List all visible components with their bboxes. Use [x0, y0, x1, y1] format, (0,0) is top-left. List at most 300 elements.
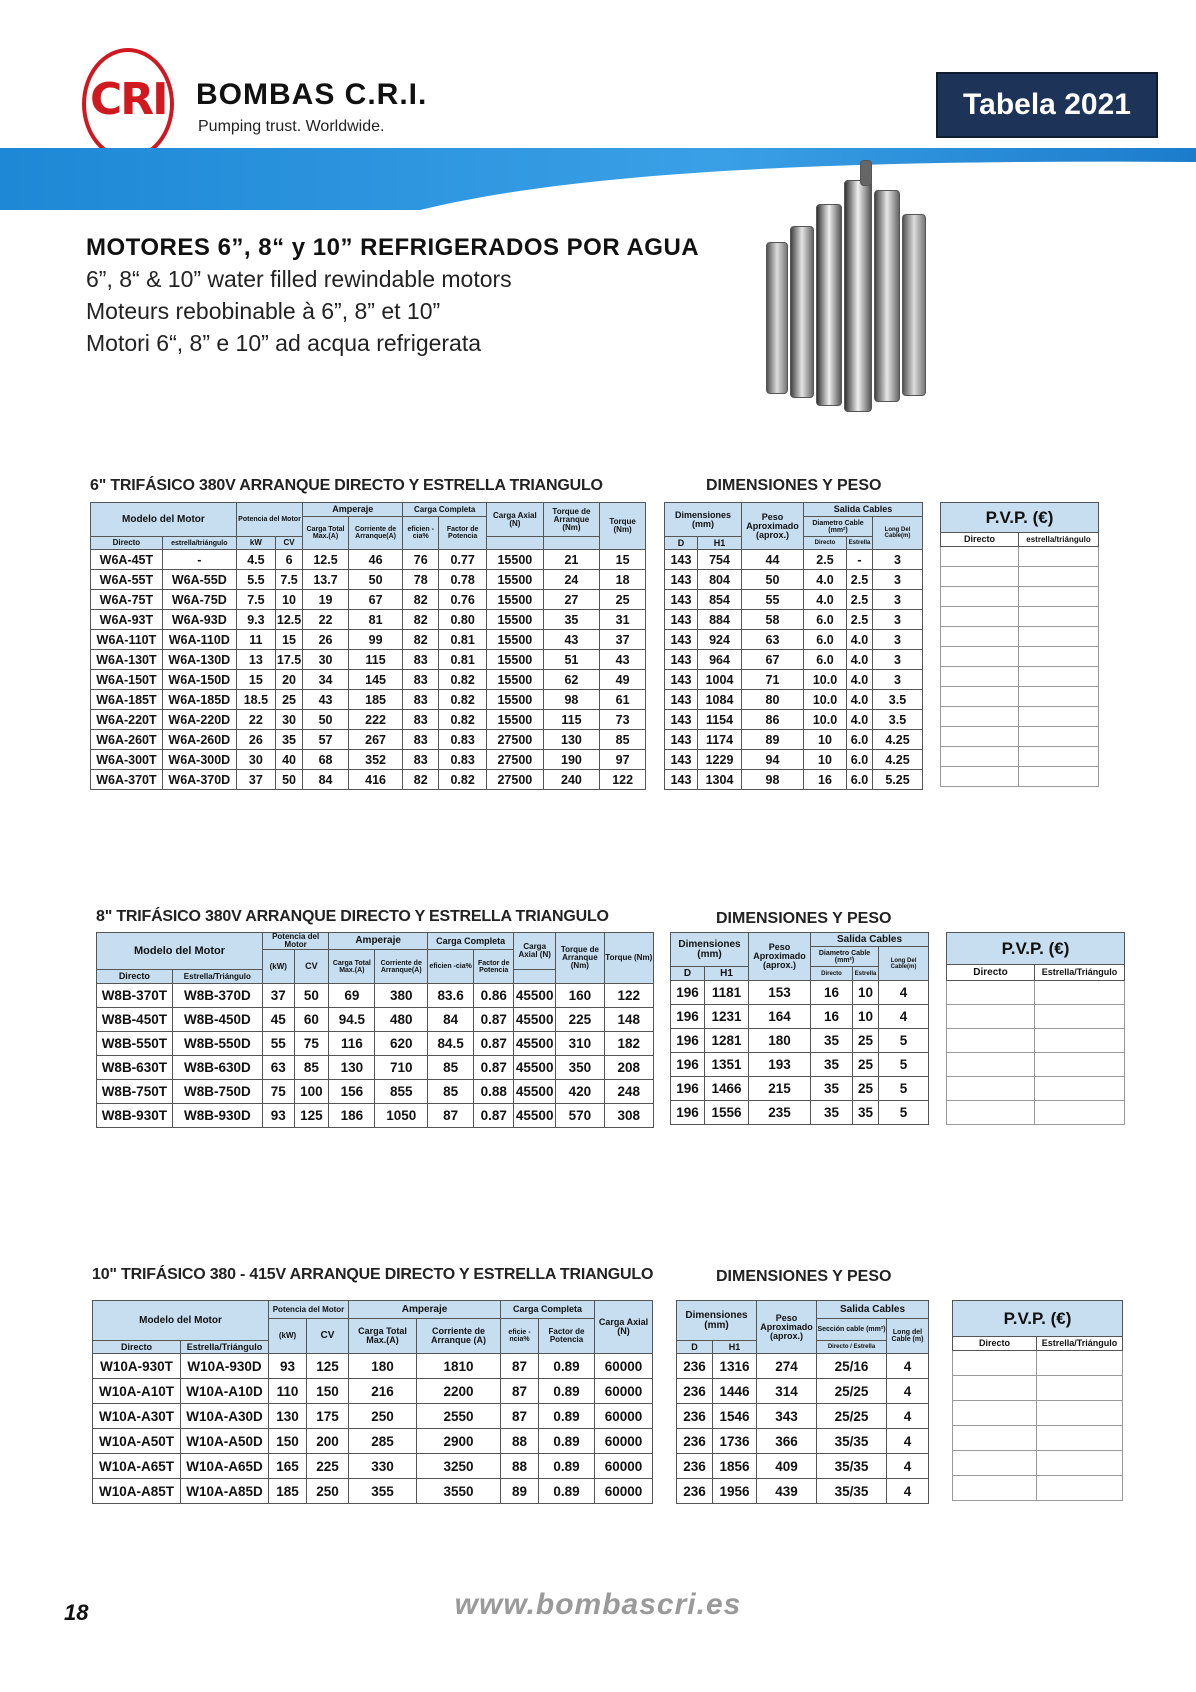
table-cell: 1231	[705, 1005, 749, 1029]
table-cell: 85	[294, 1056, 329, 1080]
table-cell: 88	[501, 1454, 539, 1479]
col-torque-arranque-8: Torque de Arranque (Nm)	[556, 933, 604, 984]
price-cell[interactable]	[947, 1101, 1035, 1125]
table-cell: 26	[303, 630, 349, 650]
pvp-6-row	[941, 707, 1099, 727]
table-cell: 350	[556, 1056, 604, 1080]
col-potencia-8: Potencia del Motor	[263, 933, 329, 950]
table-cell: 0.89	[539, 1404, 595, 1429]
table-cell: 0.83	[439, 730, 487, 750]
dim8-col-h1: H1	[705, 967, 749, 981]
table-cell: W6A-370D	[162, 770, 236, 790]
table-cell: 5.5	[236, 570, 275, 590]
dim10-col-salida: Salida Cables	[817, 1301, 929, 1319]
table-10-dims-row	[677, 1454, 929, 1479]
pvp-10-row	[953, 1451, 1123, 1476]
table-cell: 4.5	[236, 550, 275, 570]
price-cell[interactable]	[941, 567, 1019, 587]
table-cell: 208	[604, 1056, 653, 1080]
price-cell[interactable]	[941, 607, 1019, 627]
table-cell: 10.0	[804, 710, 847, 730]
price-cell[interactable]	[941, 687, 1019, 707]
col-amperaje-8: Amperaje	[329, 933, 428, 950]
table-cell: 225	[307, 1454, 349, 1479]
table-cell: W8B-370T	[97, 984, 173, 1008]
price-cell[interactable]	[953, 1401, 1037, 1426]
table-cell: 35	[853, 1101, 879, 1125]
table-cell: W10A-A30T	[93, 1404, 181, 1429]
table-cell: 355	[349, 1479, 417, 1504]
price-cell[interactable]	[1035, 1005, 1125, 1029]
table-cell: 63	[742, 630, 804, 650]
table-cell: 27500	[487, 750, 544, 770]
table-cell: W6A-130T	[91, 650, 163, 670]
table-cell: W8B-450T	[97, 1008, 173, 1032]
price-cell[interactable]	[947, 1053, 1035, 1077]
table-10-dims-row	[677, 1354, 929, 1379]
price-cell[interactable]	[1019, 727, 1099, 747]
table-cell: 25/25	[817, 1404, 887, 1429]
table-cell: 50	[348, 570, 402, 590]
price-cell[interactable]	[941, 667, 1019, 687]
table-cell: 190	[543, 750, 600, 770]
table-cell: 250	[307, 1479, 349, 1504]
table-cell: 10	[853, 1005, 879, 1029]
price-cell[interactable]	[1019, 687, 1099, 707]
table-cell: 60000	[595, 1379, 653, 1404]
table-cell: 366	[757, 1429, 817, 1454]
table-cell: 46	[348, 550, 402, 570]
price-cell[interactable]	[947, 981, 1035, 1005]
table-cell: 1181	[705, 981, 749, 1005]
table-cell: 84.5	[428, 1032, 474, 1056]
table-cell: 27500	[487, 730, 544, 750]
table-cell: 143	[665, 590, 698, 610]
table-6-dims-row	[665, 750, 923, 770]
table-cell: 116	[329, 1032, 375, 1056]
table-cell: 35	[811, 1053, 853, 1077]
table-cell: 0.89	[539, 1354, 595, 1379]
table-cell: 1281	[705, 1029, 749, 1053]
table-cell: 87	[501, 1404, 539, 1429]
price-cell[interactable]	[1035, 1053, 1125, 1077]
col-cv: CV	[275, 537, 302, 550]
table-cell: 83	[403, 690, 439, 710]
table-cell: 82	[403, 770, 439, 790]
table-cell: 15500	[487, 650, 544, 670]
table-cell: 143	[665, 710, 698, 730]
table-cell: 15500	[487, 610, 544, 630]
table-cell: 884	[698, 610, 742, 630]
dim-col-salida: Salida Cables	[804, 503, 923, 517]
table-cell: 130	[329, 1056, 375, 1080]
pvp-6-row	[941, 627, 1099, 647]
price-cell[interactable]	[1019, 707, 1099, 727]
table-cell: W8B-630D	[172, 1056, 262, 1080]
table-cell: 21	[543, 550, 600, 570]
table-cell: 60000	[595, 1404, 653, 1429]
table-6-dims-row	[665, 630, 923, 650]
table-cell: 196	[671, 981, 705, 1005]
page-number: 18	[64, 1600, 89, 1625]
table-cell: 5	[879, 1053, 929, 1077]
table-cell: 180	[749, 1029, 811, 1053]
table-cell: 143	[665, 770, 698, 790]
pvp-10-row	[953, 1426, 1123, 1451]
table-cell: 0.82	[439, 670, 487, 690]
table-cell: 6.0	[804, 650, 847, 670]
table-cell: 61	[600, 690, 646, 710]
dim10-col-long: Long del Cable (m)	[887, 1319, 929, 1354]
table-cell: 13	[236, 650, 275, 670]
table-cell: 185	[269, 1479, 307, 1504]
table-cell: 22	[303, 610, 349, 630]
price-cell[interactable]	[1035, 981, 1125, 1005]
price-cell[interactable]	[1019, 547, 1099, 567]
table-cell: 5	[879, 1077, 929, 1101]
table-6-row	[91, 770, 646, 790]
table-cell: 2.5	[847, 590, 873, 610]
table-cell: 110	[269, 1379, 307, 1404]
pvp-6-row	[941, 547, 1099, 567]
dim8-col-directo: Directo	[811, 967, 853, 981]
pvp-10-row	[953, 1376, 1123, 1401]
table-cell: 3	[873, 550, 923, 570]
tabela-badge: Tabela 2021	[936, 72, 1158, 138]
table-cell: 3	[873, 570, 923, 590]
table-cell: 73	[600, 710, 646, 730]
col-modelo: Modelo del Motor	[91, 503, 237, 537]
table-cell: W6A-110T	[91, 630, 163, 650]
table-cell: 165	[269, 1454, 307, 1479]
table-cell: 196	[671, 1101, 705, 1125]
table-cell: 0.81	[439, 630, 487, 650]
table-cell: 25	[275, 690, 302, 710]
dim-col-diametro: Diametro Cable (mm²)	[804, 517, 873, 537]
col-potencia-10: Potencia del Motor	[269, 1301, 349, 1319]
col-carga-axial-8-empty	[514, 970, 556, 984]
table-cell: 15	[600, 550, 646, 570]
table-cell: W6A-150T	[91, 670, 163, 690]
price-cell[interactable]	[1037, 1351, 1123, 1376]
dim10-col-dimensiones: Dimensiones (mm)	[677, 1301, 757, 1341]
table-cell: 4.0	[804, 590, 847, 610]
table-cell: 17.5	[275, 650, 302, 670]
price-cell[interactable]	[953, 1351, 1037, 1376]
pvp-6-row	[941, 567, 1099, 587]
table-cell: 27500	[487, 770, 544, 790]
table-cell: 236	[677, 1404, 713, 1429]
price-cell[interactable]	[953, 1426, 1037, 1451]
table-cell: 130	[543, 730, 600, 750]
table-cell: 60000	[595, 1354, 653, 1379]
table-cell: 0.77	[439, 550, 487, 570]
table-cell: W8B-550T	[97, 1032, 173, 1056]
table-cell: 50	[742, 570, 804, 590]
price-cell[interactable]	[1037, 1426, 1123, 1451]
table-cell: 4.0	[847, 670, 873, 690]
table-6-dims-row	[665, 550, 923, 570]
price-cell[interactable]	[1035, 1077, 1125, 1101]
table-cell: 76	[403, 550, 439, 570]
price-cell[interactable]	[941, 707, 1019, 727]
col-factor-10: Factor de Potencia	[539, 1319, 595, 1354]
col-corriente: Corriente de Arranque(A)	[348, 517, 402, 550]
table-cell: 31	[600, 610, 646, 630]
table-cell: W10A-A85T	[93, 1479, 181, 1504]
table-cell: 160	[556, 984, 604, 1008]
table-cell: 143	[665, 670, 698, 690]
table-cell: 1736	[713, 1429, 757, 1454]
table-cell: 9.3	[236, 610, 275, 630]
table-cell: 15500	[487, 690, 544, 710]
table-cell: 754	[698, 550, 742, 570]
pvp-8-row	[947, 981, 1125, 1005]
price-cell[interactable]	[941, 767, 1019, 787]
table-cell: 236	[677, 1429, 713, 1454]
table-cell: 164	[749, 1005, 811, 1029]
table-cell: 100	[294, 1080, 329, 1104]
table-cell: 143	[665, 610, 698, 630]
section-8-title: 8" TRIFÁSICO 380V ARRANQUE DIRECTO Y ESTRELLA TRIANGULO	[96, 908, 609, 925]
price-cell[interactable]	[1037, 1376, 1123, 1401]
price-cell[interactable]	[947, 1077, 1035, 1101]
price-cell[interactable]	[1019, 567, 1099, 587]
price-cell[interactable]	[953, 1476, 1037, 1501]
pvp-6-row	[941, 587, 1099, 607]
table-cell: 83	[403, 670, 439, 690]
col-directo-10: Directo	[93, 1341, 181, 1354]
table-6-row	[91, 690, 646, 710]
table-cell: 10	[804, 750, 847, 770]
table-cell: 236	[677, 1379, 713, 1404]
table-cell: 480	[375, 1008, 428, 1032]
table-cell: 69	[329, 984, 375, 1008]
price-cell[interactable]	[953, 1451, 1037, 1476]
price-cell[interactable]	[941, 587, 1019, 607]
table-cell: 1556	[705, 1101, 749, 1125]
price-cell[interactable]	[947, 1029, 1035, 1053]
table-cell: 99	[348, 630, 402, 650]
table-8-row	[97, 1104, 654, 1128]
table-cell: 4	[887, 1379, 929, 1404]
table-cell: 1856	[713, 1454, 757, 1479]
table-cell: 25/25	[817, 1379, 887, 1404]
col-estrella: estrella/triángulo	[162, 537, 236, 550]
price-cell[interactable]	[941, 727, 1019, 747]
table-6-dims-row	[665, 590, 923, 610]
table-cell: 68	[303, 750, 349, 770]
pvp-6-row	[941, 727, 1099, 747]
table-cell: W10A-A85D	[181, 1479, 269, 1504]
table-cell: 4	[887, 1404, 929, 1429]
table-6-row	[91, 590, 646, 610]
table-cell: W6A-220T	[91, 710, 163, 730]
table-cell: 0.87	[474, 1104, 514, 1128]
table-cell: 143	[665, 550, 698, 570]
table-cell: 236	[677, 1454, 713, 1479]
table-6-row	[91, 610, 646, 630]
col-carga-axial-empty	[487, 537, 544, 550]
table-cell: 125	[307, 1354, 349, 1379]
table-cell: 185	[348, 690, 402, 710]
table-cell: 24	[543, 570, 600, 590]
table-8-dims	[670, 932, 929, 1125]
table-cell: 115	[543, 710, 600, 730]
col-carga-axial-8: Carga Axial (N)	[514, 933, 556, 970]
price-cell[interactable]	[947, 1005, 1035, 1029]
table-cell: 4	[887, 1429, 929, 1454]
table-cell: 0.82	[439, 690, 487, 710]
table-cell: 3.5	[873, 690, 923, 710]
table-cell: 35	[811, 1101, 853, 1125]
table-cell: W6A-220D	[162, 710, 236, 730]
table-cell: 380	[375, 984, 428, 1008]
table-cell: 60000	[595, 1429, 653, 1454]
table-6-dims-row	[665, 650, 923, 670]
price-cell[interactable]	[1019, 627, 1099, 647]
price-cell[interactable]	[941, 627, 1019, 647]
table-cell: W6A-75T	[91, 590, 163, 610]
table-cell: 193	[749, 1053, 811, 1077]
price-cell[interactable]	[1019, 587, 1099, 607]
table-cell: 1810	[417, 1354, 501, 1379]
table-cell: W6A-130D	[162, 650, 236, 670]
dim-col-dimensiones: Dimensiones (mm)	[665, 503, 742, 537]
table-cell: 5.25	[873, 770, 923, 790]
table-cell: W10A-A30D	[181, 1404, 269, 1429]
table-cell: 25	[853, 1053, 879, 1077]
col-carga-completa-8: Carga Completa	[428, 933, 514, 950]
pvp-10-row	[953, 1351, 1123, 1376]
dim10-col-directo-estrella: Directo / Estrella	[817, 1341, 887, 1354]
table-cell: 16	[811, 1005, 853, 1029]
price-cell[interactable]	[941, 547, 1019, 567]
table-10-row	[93, 1454, 653, 1479]
table-cell: 924	[698, 630, 742, 650]
table-cell: 3250	[417, 1454, 501, 1479]
table-6-pvp	[940, 502, 1099, 787]
table-cell: 85	[428, 1080, 474, 1104]
table-cell: 0.81	[439, 650, 487, 670]
table-cell: 1084	[698, 690, 742, 710]
table-cell: 10.0	[804, 690, 847, 710]
price-cell[interactable]	[1019, 767, 1099, 787]
table-cell: 0.87	[474, 1056, 514, 1080]
table-cell: 2.5	[804, 550, 847, 570]
table-cell: 0.80	[439, 610, 487, 630]
table-cell: 6.0	[804, 630, 847, 650]
table-cell: 30	[275, 710, 302, 730]
table-cell: 710	[375, 1056, 428, 1080]
table-cell: W10A-A10T	[93, 1379, 181, 1404]
dim-col-peso: Peso Aproximado (aprox.)	[742, 503, 804, 550]
table-cell: 7.5	[275, 570, 302, 590]
dim8-col-dimensiones: Dimensiones (mm)	[671, 933, 749, 967]
table-10-specs	[92, 1300, 653, 1504]
table-10-row	[93, 1379, 653, 1404]
table-cell: 45500	[514, 1080, 556, 1104]
section-8-dim-title: DIMENSIONES Y PESO	[716, 910, 892, 927]
col-cv-10: CV	[307, 1319, 349, 1354]
table-cell: 40	[275, 750, 302, 770]
table-cell: 27	[543, 590, 600, 610]
col-factor: Factor de Potencia	[439, 517, 487, 550]
price-cell[interactable]	[1035, 1029, 1125, 1053]
table-cell: 88	[501, 1429, 539, 1454]
table-cell: W6A-185T	[91, 690, 163, 710]
pvp-6-title: P.V.P. (€)	[941, 503, 1099, 533]
col-carga-total: Carga Total Max.(A)	[303, 517, 349, 550]
table-cell: 855	[375, 1080, 428, 1104]
table-cell: 5	[879, 1101, 929, 1125]
dim10-col-seccion: Sección cable (mm²)	[817, 1319, 887, 1341]
price-cell[interactable]	[941, 747, 1019, 767]
price-cell[interactable]	[1019, 647, 1099, 667]
col-torque-arranque: Torque de Arranque (Nm)	[543, 503, 600, 537]
table-cell: 1446	[713, 1379, 757, 1404]
table-cell: 2550	[417, 1404, 501, 1429]
table-cell: 122	[600, 770, 646, 790]
table-cell: 130	[269, 1404, 307, 1429]
table-cell: 45	[263, 1008, 295, 1032]
pvp-8-directo: Directo	[947, 965, 1035, 981]
table-cell: 86	[742, 710, 804, 730]
table-cell: 84	[428, 1008, 474, 1032]
price-cell[interactable]	[1019, 607, 1099, 627]
table-cell: 1351	[705, 1053, 749, 1077]
table-cell: 80	[742, 690, 804, 710]
table-cell: 15500	[487, 570, 544, 590]
table-10-row	[93, 1354, 653, 1379]
table-cell: 18.5	[236, 690, 275, 710]
table-cell: 143	[665, 650, 698, 670]
table-cell: 15500	[487, 630, 544, 650]
price-cell[interactable]	[1037, 1476, 1123, 1501]
price-cell[interactable]	[953, 1376, 1037, 1401]
price-cell[interactable]	[1037, 1451, 1123, 1476]
pvp-6-row	[941, 647, 1099, 667]
table-cell: 16	[804, 770, 847, 790]
table-cell: W6A-150D	[162, 670, 236, 690]
table-cell: 0.82	[439, 710, 487, 730]
table-cell: W8B-930T	[97, 1104, 173, 1128]
price-cell[interactable]	[1019, 667, 1099, 687]
pvp-10-estrella: Estrella/Triángulo	[1037, 1337, 1123, 1351]
table-cell: 35/35	[817, 1479, 887, 1504]
table-cell: 4	[887, 1354, 929, 1379]
table-cell: 43	[303, 690, 349, 710]
price-cell[interactable]	[1037, 1401, 1123, 1426]
col-potencia: Potencia del Motor	[236, 503, 302, 537]
table-cell: 196	[671, 1029, 705, 1053]
table-cell: 186	[329, 1104, 375, 1128]
table-cell: 89	[501, 1479, 539, 1504]
table-cell: 35	[811, 1029, 853, 1053]
price-cell[interactable]	[941, 647, 1019, 667]
table-cell: W8B-550D	[172, 1032, 262, 1056]
pvp-10-row	[953, 1476, 1123, 1501]
table-cell: 35	[543, 610, 600, 630]
table-cell: 0.89	[539, 1379, 595, 1404]
footer-url[interactable]: www.bombascri.es	[454, 1588, 742, 1621]
table-8-dims-row	[671, 1053, 929, 1077]
price-cell[interactable]	[1035, 1101, 1125, 1125]
table-8-dims-row	[671, 981, 929, 1005]
table-cell: 37	[236, 770, 275, 790]
price-cell[interactable]	[1019, 747, 1099, 767]
table-cell: W6A-55T	[91, 570, 163, 590]
